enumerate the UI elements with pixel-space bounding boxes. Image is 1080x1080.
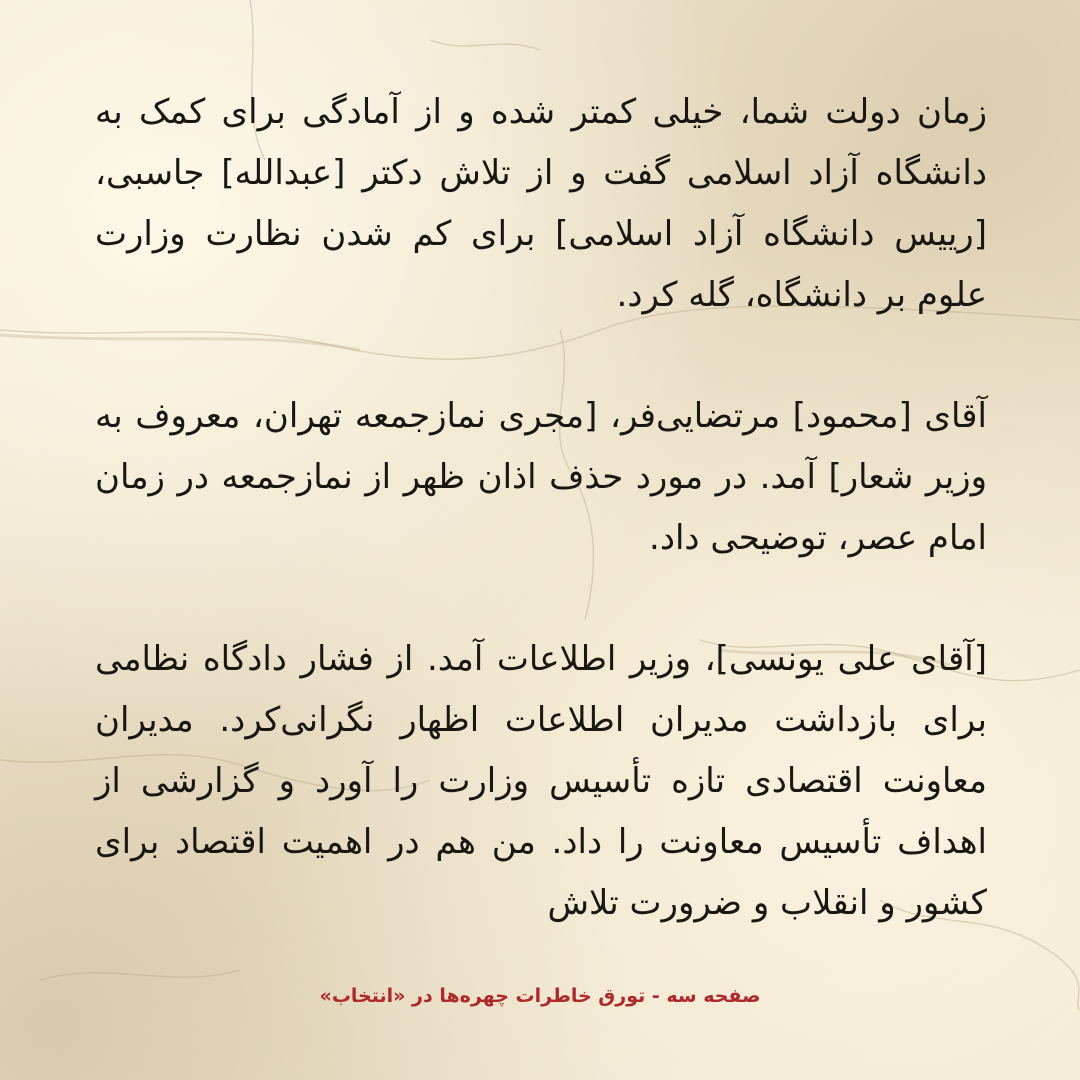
paragraph-1: زمان دولت شما، خیلی کمتر شده و از آمادگی برای کمک به دانشگاه آزاد اسلامی گفت و از تلاش دکتر [عبدالله] جاسبی، [رییس دانشگاه آزاد اسلامی] برای کم شدن نظارت وزارت علوم بر دانشگاه، گله کرد.: [95, 92, 987, 315]
memoir-text: [95, 82, 987, 934]
page-caption: صفحه سه - تورق خاطرات چهره‌ها در «انتخاب»: [319, 985, 761, 1007]
paragraph-2: آقای [محمود] مرتضایی‌فر، [مجری نمازجمعه تهران، معروف به وزیر شعار] آمد. در مورد حذف اذان ظهر از نمازجمعه در زمان امام عصر، توضیحی داد.: [95, 396, 987, 558]
paragraph-3: [آقای علی یونسی]، وزیر اطلاعات آمد. از فشار دادگاه نظامی برای بازداشت مدیران اطلاعات اظهار نگرانی‌کرد. مدیران معاونت اقتصادی تازه تأسیس وزارت را آورد و گزارشی از اهداف تأسیس معاونت را داد. من هم در اهمیت اقتصاد برای کشور و انقلاب و ضرورت تلاش: [95, 639, 987, 923]
